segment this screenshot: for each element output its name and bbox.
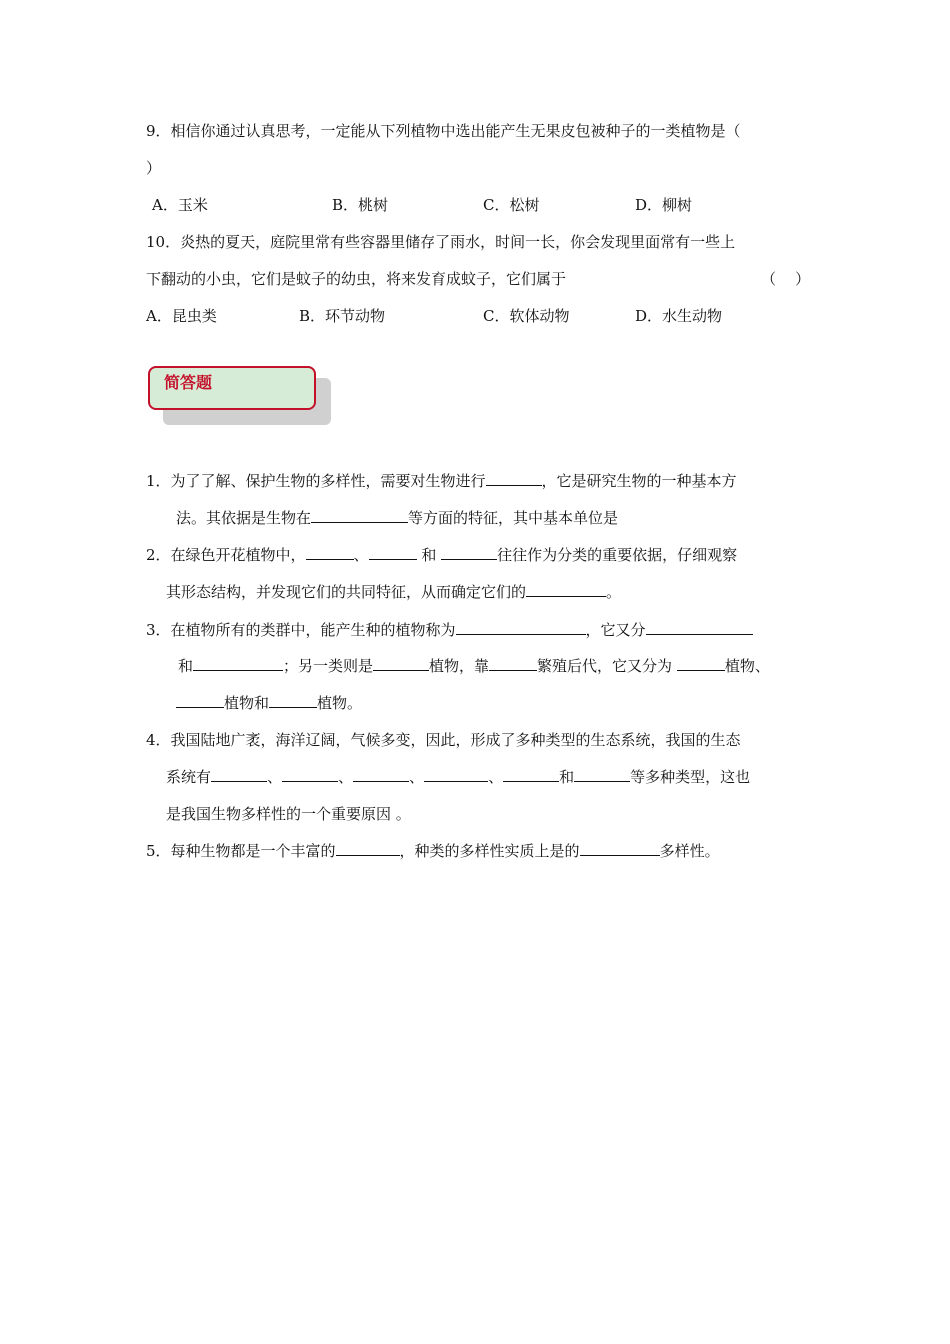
s4-sep: 、 — [338, 768, 354, 786]
s2-line2 — [166, 582, 621, 602]
q9-option-b: B．桃树 — [332, 196, 389, 214]
section-title: 简答题 — [164, 373, 213, 392]
s3-text-f: 繁殖后代，它又分为 — [537, 657, 673, 675]
s2-text-b: 往往作为分类的重要依据，仔细观察 — [497, 546, 738, 564]
blank — [424, 767, 488, 782]
blank — [211, 767, 267, 782]
s3-line3 — [176, 693, 362, 713]
blank — [441, 545, 497, 560]
blank — [336, 841, 400, 856]
blank — [282, 767, 338, 782]
blank — [311, 508, 408, 523]
blank — [306, 545, 354, 560]
s3-text-a: 3．在植物所有的类群中，能产生种的植物称为 — [146, 621, 456, 639]
s1-text-b: ，它是研究生物的一种基本方 — [541, 472, 737, 490]
s3-text-g: 植物、 — [724, 657, 770, 675]
q9-stem-line2: ） — [146, 159, 162, 177]
blank — [503, 767, 559, 782]
s1-line2 — [176, 508, 618, 528]
q10-option-a: A．昆虫类 — [146, 307, 217, 325]
q10-stem-line2: 下翻动的小虫，它们是蚊子的幼虫，将来发育成蚊子，它们属于 — [146, 270, 567, 288]
q9-option-d: D．柳树 — [635, 196, 693, 214]
s3-line1 — [146, 620, 753, 640]
blank — [486, 471, 542, 486]
s3-line2 — [178, 656, 770, 676]
s3-text-b: ，它又分 — [585, 621, 646, 639]
q10-stem-line1: 10．炎热的夏天，庭院里常有些容器里储存了雨水，时间一长，你会发现里面常有一些上 — [146, 233, 736, 251]
q9-option-a: A．玉米 — [152, 196, 208, 214]
s2-line1 — [146, 545, 737, 565]
s5-text-c: 多样性。 — [659, 842, 720, 860]
blank — [369, 545, 417, 560]
blank — [269, 693, 317, 708]
s5-line1 — [146, 841, 720, 861]
s4-text-c: 等多种类型，这也 — [630, 768, 751, 786]
s3-text-c: 和 — [178, 657, 194, 675]
s1-text-d: 等方面的特征，其中基本单位是 — [408, 509, 619, 527]
blank — [176, 693, 224, 708]
s2-text-d: 。 — [606, 583, 622, 601]
blank — [456, 620, 586, 635]
q10-option-c: C．软体动物 — [483, 307, 570, 325]
q9-option-c: C．松树 — [483, 196, 540, 214]
s4-and: 和 — [559, 768, 575, 786]
s1-line1 — [146, 471, 737, 491]
s2-sep2: 和 — [421, 546, 437, 564]
s5-text-b: ，种类的多样性实质上是的 — [399, 842, 580, 860]
s4-line1: 4．我国陆地广袤，海洋辽阔，气候多变，因此，形成了多种类型的生态系统，我国的生态 — [146, 731, 741, 749]
blank — [193, 656, 283, 671]
s4-sep: 、 — [488, 768, 504, 786]
section-header-box — [148, 366, 316, 410]
s3-text-i: 植物。 — [317, 694, 363, 712]
blank — [526, 582, 606, 597]
s5-text-a: 5．每种生物都是一个丰富的 — [146, 842, 336, 860]
s4-line3: 是我国生物多样性的一个重要原因 。 — [166, 805, 411, 823]
s4-line2 — [166, 767, 750, 787]
s4-sep: 、 — [409, 768, 425, 786]
q10-answer-bracket: （ ） — [761, 270, 811, 288]
q9-stem-line1: 9．相信你通过认真思考，一定能从下列植物中选出能产生无果皮包被种子的一类植物是（ — [146, 122, 741, 140]
s2-sep1: 、 — [353, 546, 369, 564]
s1-text-c: 法。其依据是生物在 — [176, 509, 312, 527]
blank — [373, 656, 429, 671]
blank — [646, 620, 753, 635]
s3-text-e: 植物，靠 — [429, 657, 490, 675]
s1-text-a: 1．为了了解、保护生物的多样性，需要对生物进行 — [146, 472, 486, 490]
blank — [353, 767, 409, 782]
q10-option-b: B．环节动物 — [299, 307, 386, 325]
blank — [580, 841, 660, 856]
blank — [489, 656, 537, 671]
blank — [574, 767, 630, 782]
s4-text-b: 系统有 — [166, 768, 212, 786]
blank — [677, 656, 725, 671]
s3-text-h: 植物和 — [224, 694, 270, 712]
s2-text-c: 其形态结构，并发现它们的共同特征，从而确定它们的 — [166, 583, 527, 601]
s4-sep: 、 — [267, 768, 283, 786]
s3-text-d: ；另一类则是 — [283, 657, 374, 675]
s2-text-a: 2．在绿色开花植物中， — [146, 546, 306, 564]
q10-option-d: D．水生动物 — [635, 307, 723, 325]
